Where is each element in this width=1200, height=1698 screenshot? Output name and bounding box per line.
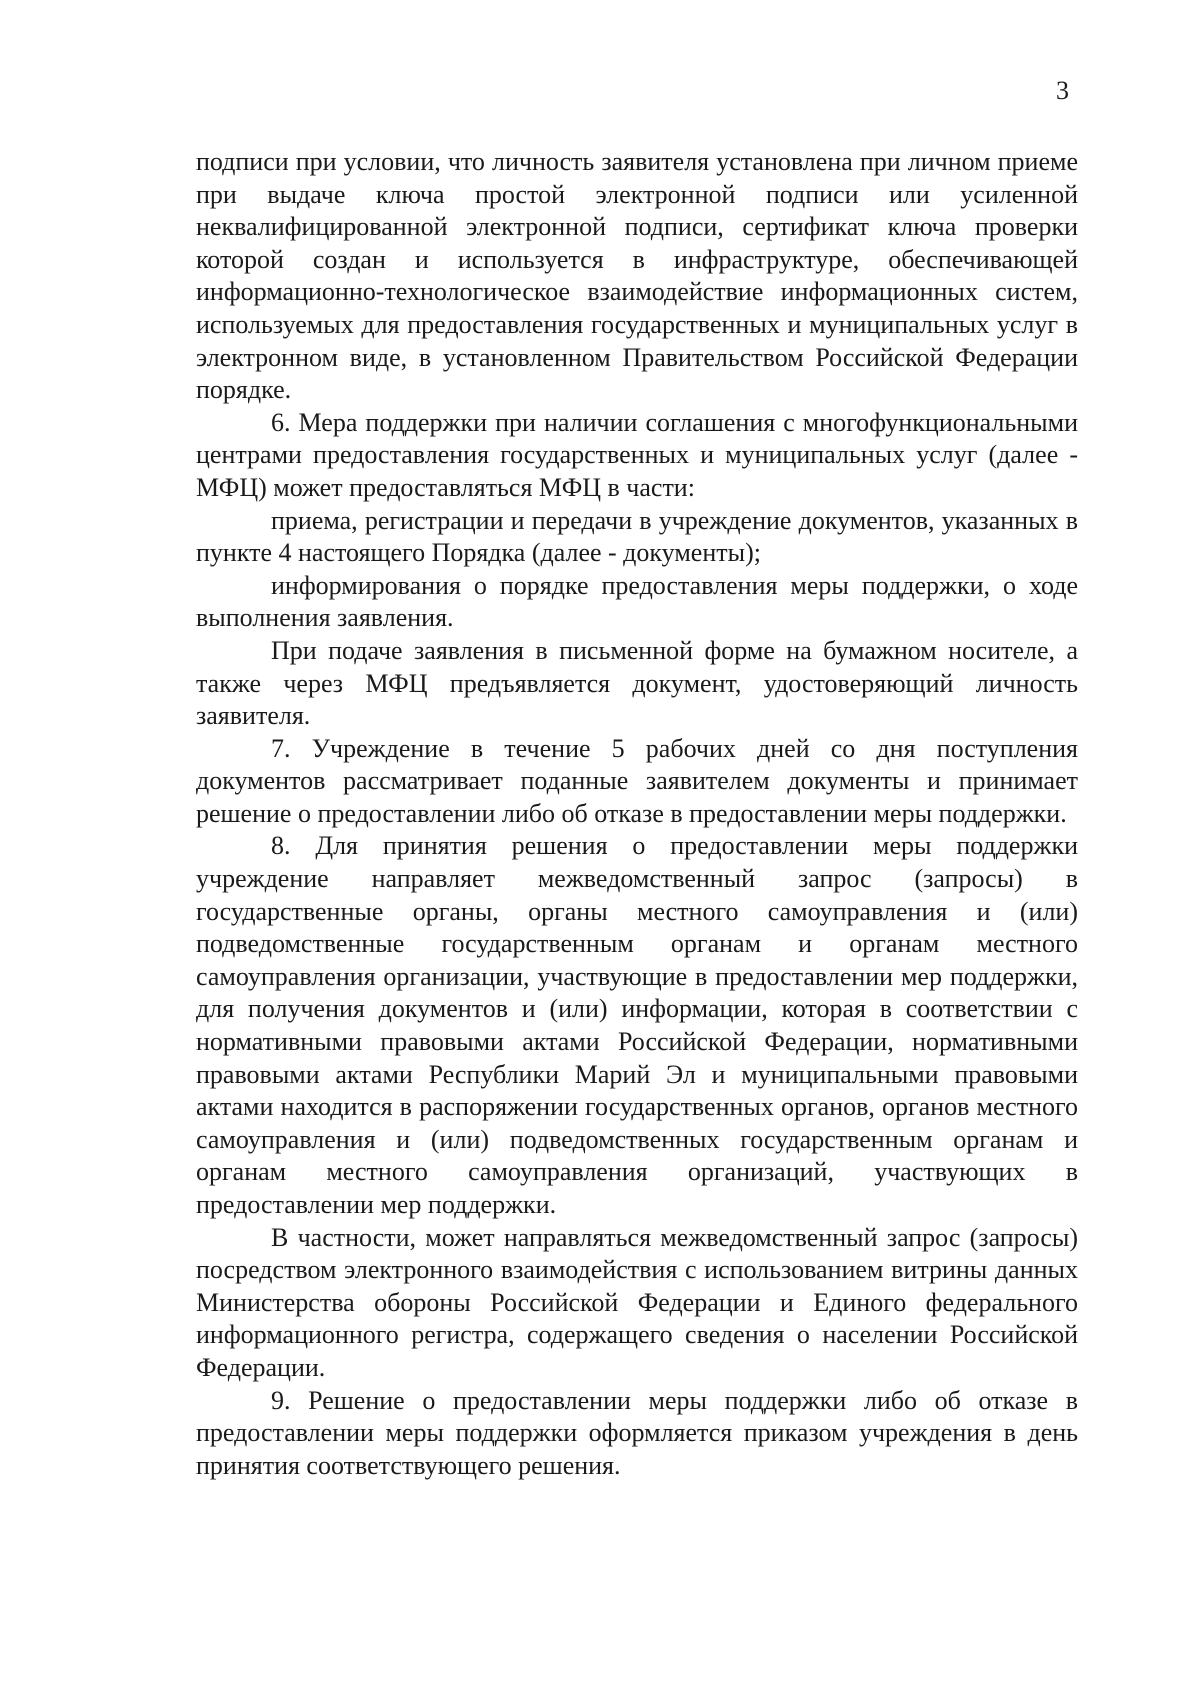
- document-body: [196, 146, 1078, 1482]
- page-number: 3: [1056, 76, 1069, 105]
- paragraph-item-9: 9. Решение о предоставлении меры поддержки либо об отказе в предоставлении меры поддержки оформляется приказом учреждения в день принятия соответствующего решения.: [196, 1385, 1078, 1480]
- paragraph-identity-document: При подаче заявления в письменной форме на бумажном носителе, а также через МФЦ предъявляется документ, удостоверяющий личность заявителя.: [196, 635, 1078, 731]
- paragraph-item-6: 6. Мера поддержки при наличии соглашения с многофункциональными центрами предоставления государственных и муниципальных услуг (далее - МФЦ) может предоставляться МФЦ в части:: [196, 407, 1078, 502]
- paragraph-item-7: 7. Учреждение в течение 5 рабочих дней со дня поступления документов рассматривает поданные заявителем документы и принимает решение о предоставлении либо об отказе в предоставлении меры поддержки.: [196, 733, 1078, 828]
- paragraph-item-8-electronic: В частности, может направляться межведомственный запрос (запросы) посредством электронного взаимодействия с использованием витрины данных Министерства обороны Российской Федерации и Единого федерального информационного регистра, содержащего сведения о населении Российской Федерации.: [196, 1222, 1078, 1382]
- paragraph-continuation: подписи при условии, что личность заявителя установлена при личном приеме при выдаче ключа простой электронной подписи или усиленной неквалифицированной электронной подписи, сертификат ключа проверки которой создан и используется в инфраструктуре, обеспечивающей информационно-технологическое взаимодействие информационных систем, используемых для предоставления государственных и муниципальных услуг в электронном виде, в установленном Правительством Российской Федерации порядке.: [196, 147, 1078, 405]
- paragraph-item-8: 8. Для принятия решения о предоставлении меры поддержки учреждение направляет межведомственный запрос (запросы) в государственные органы, органы местного самоуправления и (или) подведомственные государственным органам и органам местного самоуправления организации, участвующие в предоставлении мер поддержки, для получения документов и (или) информации, которая в соответствии с нормативными правовыми актами Российской Федерации, нормативными правовыми актами Республики Марий Эл и муниципальными правовыми актами находится в распоряжении государственных органов, органов местного самоуправления и (или) подведомственных государственным органам и органам местного самоуправления организаций, участвующих в предоставлении мер поддержки.: [196, 831, 1078, 1219]
- paragraph-item-6-reception: приема, регистрации и передачи в учреждение документов, указанных в пункте 4 настоящего Порядка (далее - документы);: [196, 505, 1078, 568]
- paragraph-item-6-informing: информирования о порядке предоставления меры поддержки, о ходе выполнения заявления.: [196, 570, 1078, 633]
